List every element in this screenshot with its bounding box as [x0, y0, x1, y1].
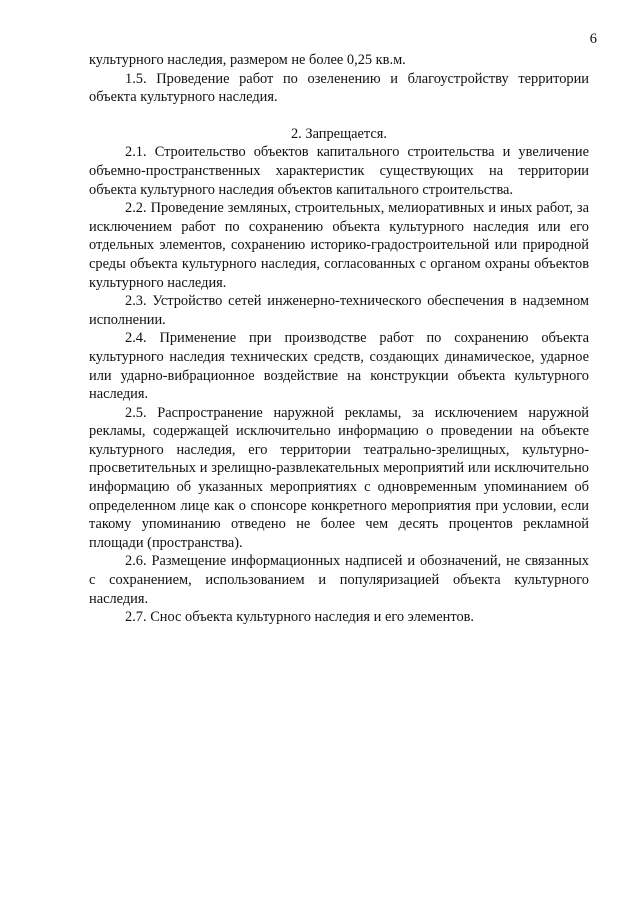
item-2-1: [89, 143, 589, 199]
item-number: 2.7.: [125, 609, 147, 626]
item-text: Размещение информационных надписей и обозначений, не связанных с сохранением, использованием и популяризацией объекта культурного наследия.: [89, 553, 589, 607]
item-text: Устройство сетей инженерно-технического обеспечения в надземном исполнении.: [89, 293, 589, 328]
item-text: Строительство объектов капитального строительства и увеличение объемно-пространственных характеристик существующих на территории объекта культурного наследия объектов капитального строительства.: [89, 144, 589, 198]
item-text: Проведение работ по озеленению и благоустройству территории объекта культурного наследия.: [89, 70, 589, 106]
item-2-5: [89, 404, 589, 553]
item-number: 2.3.: [125, 293, 147, 310]
page-number: 6: [589, 31, 597, 47]
section-heading: 2. Запрещается.: [290, 125, 387, 142]
item-number: 2.1.: [125, 144, 147, 161]
item-number: 2.5.: [125, 404, 147, 421]
item-text: Применение при производстве работ по сохранению объекта культурного наследия технических средств, создающих динамическое, ударное или ударно-вибрационное воздействие на конструкции объекта культурного наследия.: [89, 330, 589, 403]
item-text: Проведение земляных, строительных, мелиоративных и иных работ, за исключением работ по сохранению объекта культурного наследия или его отдельных элементов, сохранению историко-градостроительной или природной среды объекта культурного наследия, согласованных с органом охраны объектов культурного наследия.: [89, 200, 589, 291]
item-2-7: [89, 608, 589, 627]
item-number: 1.5.: [125, 70, 147, 87]
item-number: 2.6.: [125, 553, 147, 570]
item-number: 2.2.: [125, 200, 147, 217]
item-text: Распространение наружной рекламы, за исключением наружной рекламы, содержащей исключительно информацию о проведении на объекте культурного наследия, его территории театрально-зрелищных, культурно-просветительных и зрелищно-развлекательных мероприятий или исключительно информацию об указанных мероприятиях с одновременным упоминанием об определенном лице как о спонсоре конкретного мероприятия при условии, если такому упоминанию отведено не более чем десять процентов рекламной площади (пространства).: [89, 404, 589, 551]
item-2-4: [89, 329, 589, 403]
intro-continuation: культурного наследия, размером не более 0,25 кв.м.: [89, 52, 406, 68]
document-body: [89, 51, 589, 627]
item-2-3: [89, 292, 589, 329]
item-text: Снос объекта культурного наследия и его элементов.: [150, 609, 475, 626]
item-1-5: [89, 70, 589, 107]
item-2-2: [89, 199, 589, 292]
item-number: 2.4.: [125, 330, 147, 347]
item-2-6: [89, 552, 589, 608]
